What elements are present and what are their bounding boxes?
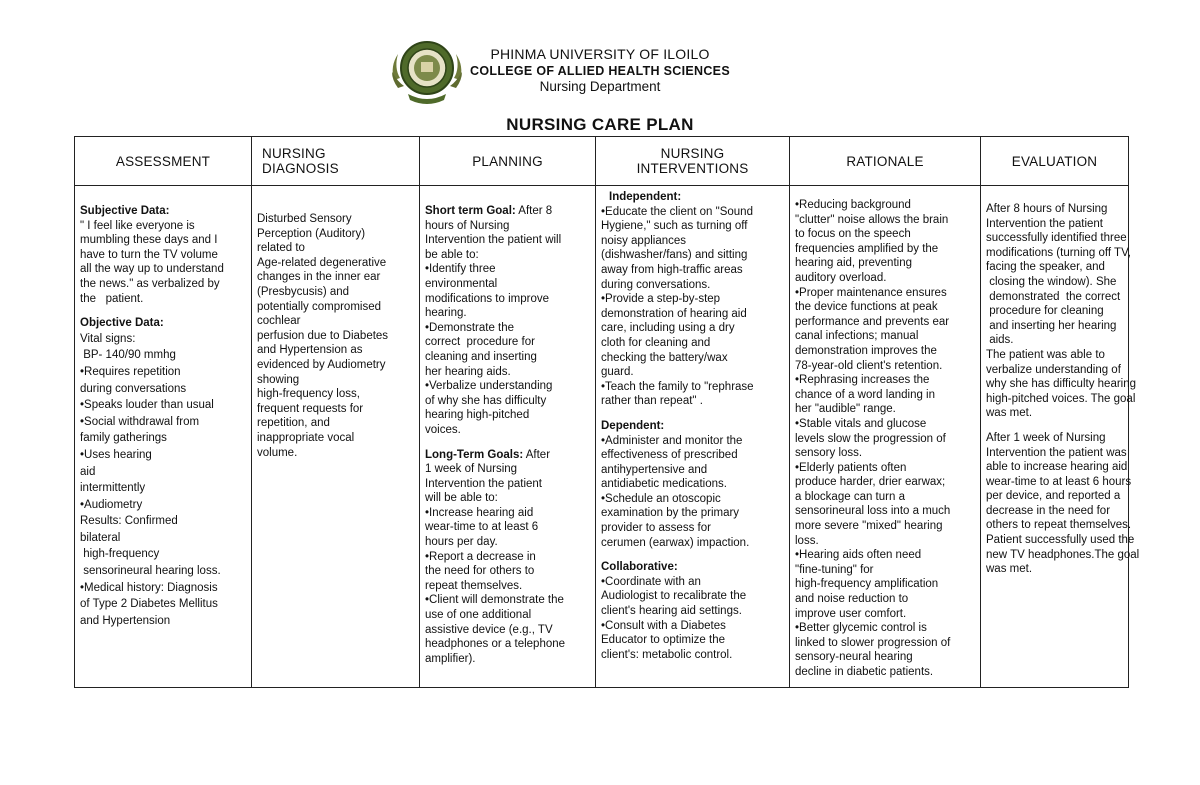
text-line: was met.	[986, 563, 1033, 576]
text-line: rather than repeat" .	[601, 395, 703, 408]
text-line: •Administer and monitor the	[601, 434, 743, 447]
text-line: Disturbed Sensory	[257, 213, 352, 225]
col-header-diagnosis	[252, 137, 420, 186]
text-line: high-pitched voices. The goal	[986, 392, 1136, 405]
text-line: performance and prevents ear	[795, 315, 950, 328]
table-body-row	[75, 186, 1129, 688]
subjective-label: Subjective Data:	[80, 205, 170, 217]
text-line: decrease in the need for	[986, 504, 1111, 517]
text-line: hearing aid, preventing	[795, 257, 912, 270]
text-line: antihypertensive and	[601, 463, 708, 476]
text-line: cloth for cleaning and	[601, 336, 711, 349]
rationale-text	[795, 198, 975, 680]
text-line: "fine-tuning" for	[795, 563, 874, 576]
text-line: Intervention the patient was	[986, 446, 1127, 459]
col-header-interventions-line2: INTERVENTIONS	[636, 161, 749, 176]
text-line: repetition, and	[257, 417, 330, 430]
text-line: environmental	[425, 277, 498, 290]
text-line: •Social withdrawal from	[80, 415, 200, 428]
collaborative-text	[601, 575, 784, 663]
text-line: antidiabetic medications.	[601, 478, 727, 491]
objective-text	[80, 331, 246, 630]
text-line: •Demonstrate the	[425, 321, 515, 334]
text-line: hearing high-pitched	[425, 409, 530, 422]
text-line: cleaning and inserting	[425, 350, 537, 363]
text-line: showing	[257, 373, 300, 386]
text-line: to focus on the speech	[795, 228, 911, 241]
text-line: the need for others to	[425, 565, 535, 578]
text-line: aid	[80, 465, 96, 478]
text-line: •Proper maintenance ensures	[795, 286, 947, 299]
text-line: intermittently	[80, 482, 146, 495]
text-line: client's: metabolic control.	[601, 648, 733, 661]
text-line: •Better glycemic control is	[795, 622, 927, 635]
text-line: closing the window). She	[986, 275, 1117, 288]
text-line: •Educate the client on "Sound	[601, 205, 753, 218]
text-line: 78-year-old client's retention.	[795, 359, 943, 372]
evaluation-text-1	[986, 202, 1137, 421]
evaluation-text-2	[986, 431, 1140, 577]
document-header	[0, 0, 1200, 110]
col-header-interventions-line1: NURSING	[660, 146, 725, 161]
text-line: potentially compromised	[257, 300, 382, 313]
short-term-goal-label: Short term Goal:	[425, 205, 516, 217]
text-line: successfully identified three	[986, 232, 1127, 245]
text-line: •Medical history: Diagnosis	[80, 581, 218, 594]
text-line: the patient.	[80, 292, 144, 305]
text-line: away from high-traffic areas	[601, 263, 743, 276]
text-line: •Coordinate with an	[601, 575, 701, 588]
text-line: Results: Confirmed	[80, 515, 178, 528]
text-line: hearing.	[425, 307, 467, 320]
text-line: loss.	[795, 534, 819, 547]
text-line: •Hearing aids often need	[795, 549, 922, 562]
subjective-text	[80, 219, 246, 307]
text-line: (dishwasher/fans) and sitting	[601, 249, 748, 262]
text-line: cochlear	[257, 315, 301, 328]
independent-label: Independent:	[609, 191, 682, 203]
dependent-label: Dependent:	[601, 419, 665, 432]
text-line: headphones or a telephone	[425, 638, 566, 651]
text-line: all the way up to understand	[80, 263, 224, 276]
text-line: examination by the primary	[601, 507, 740, 520]
text-line: •Uses hearing	[80, 448, 152, 461]
text-line: •Increase hearing aid	[425, 506, 534, 519]
text-line: evidenced by Audiometry	[257, 358, 386, 371]
text-line: others to repeat themselves.	[986, 519, 1132, 532]
text-line: the news." as verbalized by	[80, 277, 220, 290]
text-line: volume.	[257, 446, 298, 459]
text-line: Age-related degenerative	[257, 256, 387, 269]
text-line: perfusion due to Diabetes	[257, 329, 389, 342]
text-line: mumbling these days and I	[80, 234, 218, 247]
text-line: more severe "mixed" hearing	[795, 520, 943, 533]
short-term-goal	[425, 204, 590, 219]
text-line: assistive device (e.g., TV	[425, 623, 553, 636]
text-line: •Client will demonstrate the	[425, 594, 564, 607]
col-header-rationale: RATIONALE	[790, 137, 981, 186]
text-line: effectiveness of prescribed	[601, 449, 738, 462]
objective-label: Objective Data:	[80, 317, 164, 330]
text-line: wear-time to at least 6	[425, 521, 539, 534]
text-line: use of one additional	[425, 609, 532, 622]
text-line: facing the speaker, and	[986, 261, 1105, 274]
text-line: why she has difficulty hearing	[986, 378, 1137, 391]
text-line: After 8	[515, 205, 553, 217]
text-line: modifications (turning off TV,	[986, 246, 1131, 259]
text-line: cerumen (earwax) impaction.	[601, 536, 750, 549]
text-line: decline in diabetic patients.	[795, 666, 934, 678]
text-line: repeat themselves.	[425, 579, 523, 592]
text-line: After 8 hours of Nursing	[986, 203, 1108, 215]
text-line: linked to slower progression of	[795, 636, 951, 649]
text-line: 1 week of Nursing	[425, 463, 518, 476]
col-header-assessment: ASSESSMENT	[75, 137, 252, 186]
text-line: able to increase hearing aid	[986, 461, 1128, 474]
text-line: noisy appliances	[601, 234, 687, 247]
diagnosis-cell	[252, 186, 420, 688]
text-line: high-frequency	[80, 548, 160, 561]
text-line: sensorineural loss into a much	[795, 505, 951, 518]
text-line: •Schedule an otoscopic	[601, 492, 721, 505]
planning-cell	[420, 186, 596, 688]
long-term-goal	[425, 448, 590, 463]
text-line: •Audiometry	[80, 498, 143, 511]
text-line: hours per day.	[425, 536, 498, 549]
text-line: during conversations.	[601, 278, 711, 291]
table-header-row	[75, 137, 1129, 186]
text-line: was met.	[986, 407, 1033, 420]
text-line: •Stable vitals and glucose	[795, 417, 927, 430]
text-line: Hygiene," such as turning off	[601, 220, 748, 233]
text-line: After 1 week of Nursing	[986, 431, 1106, 444]
text-line: frequent requests for	[257, 402, 364, 415]
text-line: •Consult with a Diabetes	[601, 619, 726, 632]
text-line: •Teach the family to "rephrase	[601, 380, 754, 393]
diagnosis-text	[257, 212, 414, 460]
text-line: canal infections; manual	[795, 330, 919, 343]
text-line: Vital signs:	[80, 332, 136, 345]
col-header-diagnosis-line1: NURSING	[262, 146, 326, 161]
text-line: •Reducing background	[795, 199, 911, 211]
text-line: Perception (Auditory)	[257, 227, 366, 240]
text-line: Intervention the patient	[425, 477, 542, 490]
text-line: •Requires repetition	[80, 365, 181, 378]
text-line: amplifier).	[425, 652, 476, 665]
text-line: chance of a word landing in	[795, 388, 936, 401]
text-line: her hearing aids.	[425, 365, 511, 378]
independent-text	[601, 205, 784, 409]
care-plan-table	[74, 136, 1140, 688]
text-line: family gatherings	[80, 432, 167, 445]
text-line: be able to:	[425, 248, 479, 261]
text-line: " I feel like everyone is	[80, 219, 195, 232]
text-line: BP- 140/90 mmhg	[80, 349, 176, 362]
text-line: procedure for cleaning	[986, 305, 1104, 318]
text-line: new TV headphones.The goal	[986, 548, 1140, 561]
text-line: levels slow the progression of	[795, 432, 946, 445]
university-name: PHINMA UNIVERSITY OF ILOILO	[490, 46, 710, 62]
text-line: inappropriate vocal	[257, 431, 355, 444]
col-header-diagnosis-line2: DIAGNOSIS	[262, 161, 339, 176]
text-line: •Report a decrease in	[425, 550, 536, 563]
text-line: her "audible" range.	[795, 403, 896, 416]
rationale-cell	[790, 186, 981, 688]
text-line: guard.	[601, 366, 634, 379]
text-line: sensory loss.	[795, 447, 863, 460]
text-line: The patient was able to	[986, 348, 1105, 361]
text-line: verbalize understanding of	[986, 363, 1121, 376]
text-line: provider to assess for	[601, 522, 711, 535]
text-line: high-frequency loss,	[257, 388, 360, 401]
text-line: •Speaks louder than usual	[80, 399, 214, 412]
text-line: high-frequency amplification	[795, 578, 939, 591]
col-header-interventions	[596, 137, 790, 186]
text-line: •Provide a step-by-step	[601, 293, 721, 306]
text-line: Intervention the patient	[986, 217, 1103, 230]
text-line: sensorineural hearing loss.	[80, 565, 221, 578]
text-line: of why she has difficulty	[425, 394, 547, 407]
text-line: (Presbycusis) and	[257, 285, 350, 298]
page-title: NURSING CARE PLAN	[506, 115, 694, 134]
dependent-text	[601, 434, 784, 551]
text-line: demonstrated the correct	[986, 290, 1121, 303]
text-line: After	[523, 448, 551, 461]
text-line: •Rephrasing increases the	[795, 374, 930, 387]
text-line: •Verbalize understanding	[425, 380, 553, 393]
text-line: and Hypertension	[80, 614, 171, 627]
text-line: hours of Nursing	[425, 219, 510, 232]
text-line: have to turn the TV volume	[80, 248, 218, 261]
text-line: voices.	[425, 423, 461, 436]
text-line: correct procedure for	[425, 336, 535, 349]
assessment-cell	[75, 186, 252, 688]
text-line: demonstration of hearing aid	[601, 307, 747, 320]
text-line: Audiologist to recalibrate the	[601, 590, 747, 603]
text-line: a blockage can turn a	[795, 490, 905, 503]
long-term-goal-label: Long-Term Goals:	[425, 448, 524, 461]
text-line: Educator to optimize the	[601, 634, 726, 647]
text-line: per device, and reported a	[986, 490, 1121, 503]
collaborative-label: Collaborative:	[601, 561, 678, 574]
text-line: and inserting her hearing	[986, 319, 1117, 332]
college-name: COLLEGE OF ALLIED HEALTH SCIENCES	[470, 63, 730, 78]
text-line: changes in the inner ear	[257, 271, 381, 284]
text-line: bilateral	[80, 531, 121, 544]
text-line: auditory overload.	[795, 271, 887, 284]
text-line: the device functions at peak	[795, 301, 938, 314]
short-term-goal-text	[425, 219, 590, 438]
text-line: client's hearing aid settings.	[601, 605, 742, 618]
text-line: of Type 2 Diabetes Mellitus	[80, 598, 218, 611]
evaluation-cell	[981, 186, 1140, 688]
col-header-planning: PLANNING	[420, 137, 596, 186]
text-line: "clutter" noise allows the brain	[795, 213, 949, 226]
text-line: will be able to:	[425, 492, 498, 505]
text-line: related to	[257, 242, 305, 255]
text-line: Intervention the patient will	[425, 234, 562, 247]
text-line: and noise reduction to	[795, 593, 909, 606]
text-line: frequencies amplified by the	[795, 242, 939, 255]
text-line: improve user comfort.	[795, 607, 907, 620]
text-line: •Identify three	[425, 263, 496, 276]
text-line: during conversations	[80, 382, 187, 395]
long-term-goal-text	[425, 462, 590, 666]
text-line: aids.	[986, 334, 1014, 347]
text-line: sensory-neural hearing	[795, 651, 913, 664]
interventions-cell	[596, 186, 790, 688]
text-line: •Elderly patients often	[795, 461, 907, 474]
text-line: wear-time to at least 6 hours	[986, 475, 1132, 488]
text-line: Patient successfully used the	[986, 534, 1135, 547]
text-line: demonstration improves the	[795, 344, 937, 357]
text-line: and Hypertension as	[257, 344, 363, 357]
text-line: produce harder, drier earwax;	[795, 476, 946, 489]
text-line: care, including using a dry	[601, 322, 735, 335]
col-header-evaluation: EVALUATION	[981, 137, 1129, 186]
text-line: checking the battery/wax	[601, 351, 728, 364]
text-line: modifications to improve	[425, 292, 549, 305]
department-name: Nursing Department	[539, 79, 661, 95]
